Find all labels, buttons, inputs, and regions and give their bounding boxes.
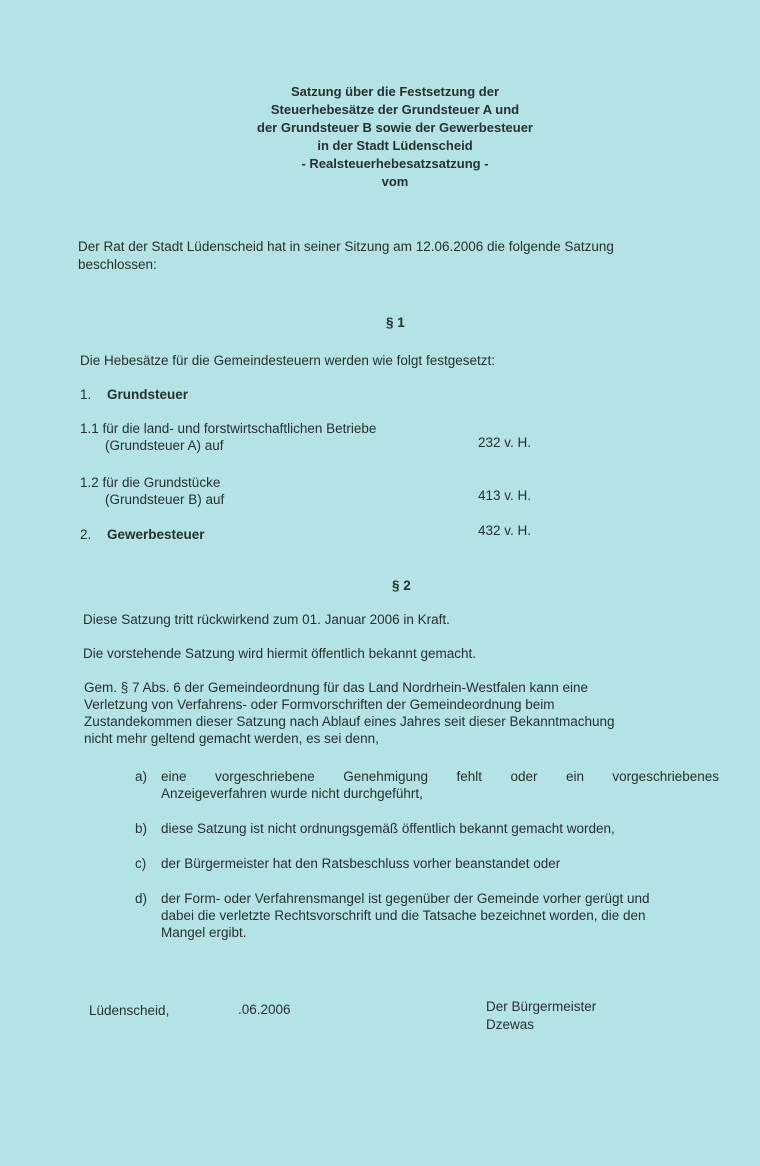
item-1-1-line-1: 1.1 für die land- und forstwirtschaftlichen Betriebe <box>80 421 377 436</box>
condition-line: Mangel ergibt. <box>161 925 247 940</box>
item-2-number: 2. <box>80 527 92 542</box>
title-line: vom <box>381 174 409 189</box>
paragraph-line: Zustandekommen dieser Satzung nach Ablauf eines Jahres seit dieser Bekanntmachung <box>84 714 615 729</box>
condition-d-text <box>161 890 721 941</box>
title-line: Satzung über die Festsetzung der <box>290 84 500 99</box>
item-1-1-value: 232 v. H. <box>478 435 532 450</box>
title-line: der Grundsteuer B sowie der Gewerbesteuer <box>257 120 533 135</box>
section-1-heading: § 1 <box>386 315 405 330</box>
condition-line: dabei die verletzte Rechtsvorschrift und die Tatsache bezeichnet worden, die den <box>161 908 646 923</box>
condition-a-letter: a) <box>135 769 148 784</box>
intro-line-1: Der Rat der Stadt Lüdenscheid hat in seiner Sitzung am 12.06.2006 die folgende Satzung <box>78 239 614 254</box>
item-1-number: 1. <box>80 387 92 402</box>
paragraph-line: Gem. § 7 Abs. 6 der Gemeindeordnung für das Land Nordrhein-Westfalen kann eine <box>84 680 589 695</box>
section-2-heading: § 2 <box>392 578 411 593</box>
footer-date: .06.2006 <box>238 1002 291 1017</box>
condition-line: eine vorgeschriebene Genehmigung fehlt oder ein vorgeschriebenes <box>161 769 719 784</box>
footer-place: Lüdenscheid, <box>89 1003 170 1018</box>
condition-line: der Form- oder Verfahrensmangel ist gegenüber der Gemeinde vorher gerügt und <box>161 891 650 906</box>
item-1-2-line-1: 1.2 für die Grundstücke <box>80 475 221 490</box>
item-1-label: Grundsteuer <box>107 387 189 402</box>
footer-role: Der Bürgermeister <box>486 999 597 1014</box>
condition-line: Anzeigeverfahren wurde nicht durchgeführt, <box>161 786 423 801</box>
title-line: in der Stadt Lüdenscheid <box>317 138 473 153</box>
document-title <box>0 83 760 191</box>
section-2-text-3 <box>84 679 719 747</box>
condition-c-text: der Bürgermeister hat den Ratsbeschluss vorher beanstandet oder <box>161 856 561 871</box>
condition-c-letter: c) <box>135 856 147 871</box>
condition-d-letter: d) <box>135 891 148 906</box>
item-2-value: 432 v. H. <box>478 523 532 538</box>
item-1-2-line-2: (Grundsteuer B) auf <box>105 492 225 507</box>
footer-name: Dzewas <box>486 1017 535 1032</box>
title-line: Steuerhebesätze der Grundsteuer A und <box>270 102 520 117</box>
condition-b-letter: b) <box>135 821 148 836</box>
title-line: - Realsteuerhebesatzsatzung - <box>301 156 489 171</box>
paragraph-line: nicht mehr geltend gemacht werden, es sei denn, <box>84 731 379 746</box>
section-2-text-2: Die vorstehende Satzung wird hiermit öffentlich bekannt gemacht. <box>83 646 476 661</box>
paragraph-line: Verletzung von Verfahrens- oder Formvorschriften der Gemeindeordnung beim <box>84 697 555 712</box>
item-2-label: Gewerbesteuer <box>107 527 205 542</box>
intro-line-2: beschlossen: <box>78 257 157 272</box>
item-1-1-line-2: (Grundsteuer A) auf <box>105 438 224 453</box>
section-1-text: Die Hebesätze für die Gemeindesteuern werden wie folgt festgesetzt: <box>80 353 495 368</box>
condition-a-text <box>161 768 719 802</box>
section-2-text-1: Diese Satzung tritt rückwirkend zum 01. Januar 2006 in Kraft. <box>83 612 450 627</box>
condition-b-text: diese Satzung ist nicht ordnungsgemäß öffentlich bekannt gemacht worden, <box>161 821 615 836</box>
item-1-2-value: 413 v. H. <box>478 488 532 503</box>
